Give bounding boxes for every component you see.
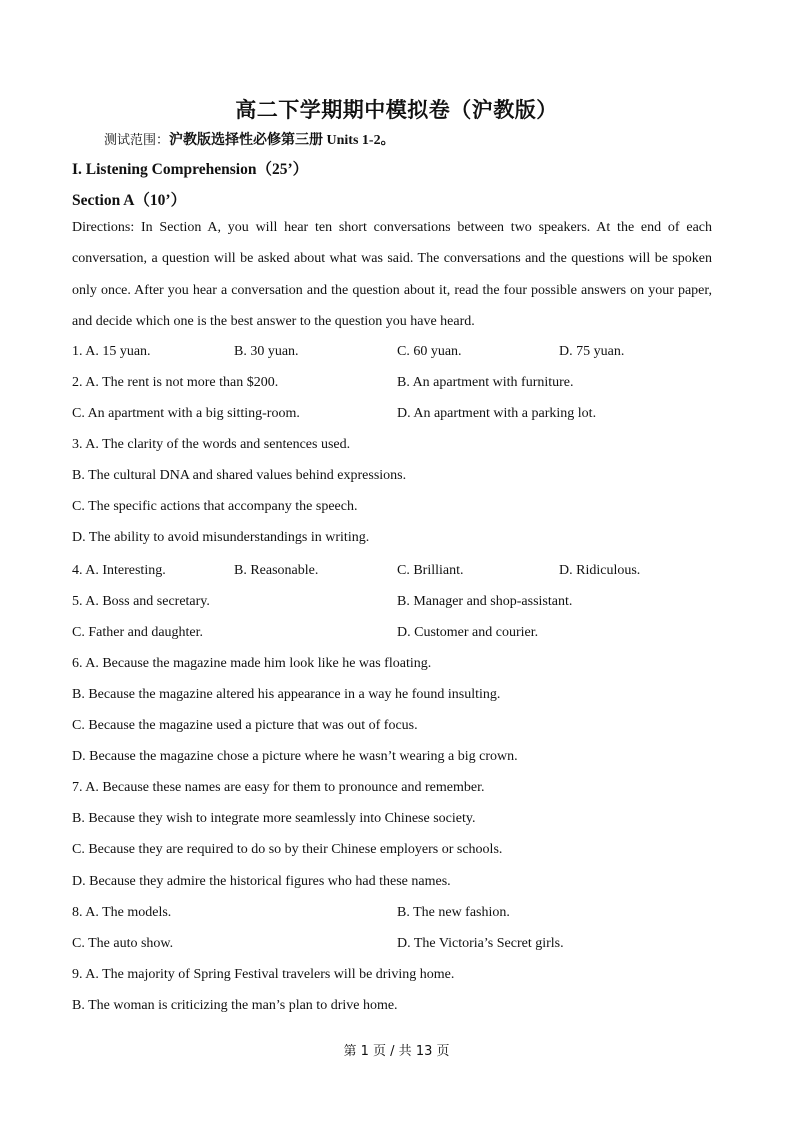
q2-option-d: D. An apartment with a parking lot. (397, 406, 597, 421)
q3-option-b (72, 468, 712, 488)
question-5-row-1 (72, 594, 712, 614)
q3-option-a (72, 437, 712, 457)
q4-option-d: D. Ridiculous. (559, 563, 641, 578)
q7-option-a (72, 780, 712, 800)
q4-option-b: B. Reasonable. (234, 563, 319, 578)
q2-option-c: C. An apartment with a big sitting-room. (72, 406, 300, 421)
q5-option-b: B. Manager and shop-assistant. (397, 594, 573, 609)
page-number-footer: 第 1 页 / 共 13 页 (343, 1044, 450, 1059)
q3-option-d-text: D. The ability to avoid misunderstandings in writing. (72, 530, 370, 545)
q3-option-d (72, 530, 712, 550)
directions-paragraph: Directions: In Section A, you will hear ten short conversations between two speakers. At the end of each conversation, a question will be asked about what was said. The conversations and the questions will be spoken only once. After you hear a conversation and the question about it, read the four possible answers on your paper, and decide which one is the best answer to the question you have heard. (72, 220, 712, 329)
q5-option-d: D. Customer and courier. (397, 625, 539, 640)
part-heading: I. Listening Comprehension（25’） (72, 161, 309, 178)
q3-option-c (72, 499, 712, 519)
question-2-row-2 (72, 406, 712, 426)
q1-option-b: B. 30 yuan. (234, 344, 299, 359)
q6-option-b-text: B. Because the magazine altered his appearance in a way he found insulting. (72, 687, 501, 702)
q9-option-b (72, 998, 712, 1018)
q6-option-c-text: C. Because the magazine used a picture that was out of focus. (72, 718, 418, 733)
q8-option-d: D. The Victoria’s Secret girls. (397, 936, 564, 951)
q7-option-d (72, 874, 712, 894)
q5-option-c: C. Father and daughter. (72, 625, 204, 640)
q6-option-d-text: D. Because the magazine chose a picture where he wasn’t wearing a big crown. (72, 749, 518, 764)
q6-option-b (72, 687, 712, 707)
q9-option-a (72, 967, 712, 987)
q7-option-d-text: D. Because they admire the historical figures who had these names. (72, 874, 451, 889)
q5-option-a: 5. A. Boss and secretary. (72, 594, 210, 609)
q3-option-c-text: C. The specific actions that accompany the speech. (72, 499, 358, 514)
question-8-row-2 (72, 936, 712, 956)
q8-option-a: 8. A. The models. (72, 905, 172, 920)
q7-option-c (72, 842, 712, 862)
q9-option-b-text: B. The woman is criticizing the man’s plan to drive home. (72, 998, 398, 1013)
q8-option-c: C. The auto show. (72, 936, 174, 951)
q3-option-b-text: B. The cultural DNA and shared values behind expressions. (72, 468, 407, 483)
q1-option-c: C. 60 yuan. (397, 344, 462, 359)
q3-option-a-text: 3. A. The clarity of the words and sentences used. (72, 437, 351, 452)
question-1 (72, 344, 712, 364)
q7-option-a-text: 7. A. Because these names are easy for them to pronounce and remember. (72, 780, 485, 795)
q6-option-a (72, 656, 712, 676)
q4-option-c: C. Brilliant. (397, 563, 464, 578)
question-4 (72, 563, 712, 583)
q1-option-a: 1. A. 15 yuan. (72, 344, 151, 359)
q8-option-b: B. The new fashion. (397, 905, 510, 920)
question-2-row-1 (72, 375, 712, 395)
q1-option-d: D. 75 yuan. (559, 344, 625, 359)
q2-option-b: B. An apartment with furniture. (397, 375, 574, 390)
q6-option-d (72, 749, 712, 769)
question-5-row-2 (72, 625, 712, 645)
q9-option-a-text: 9. A. The majority of Spring Festival travelers will be driving home. (72, 967, 455, 982)
test-scope-label: 测试范围： (104, 133, 170, 148)
q7-option-b-text: B. Because they wish to integrate more seamlessly into Chinese society. (72, 811, 476, 826)
test-scope-value: 沪教版选择性必修第三册 Units 1-2。 (169, 133, 395, 148)
q6-option-a-text: 6. A. Because the magazine made him look like he was floating. (72, 656, 432, 671)
q2-option-a: 2. A. The rent is not more than $200. (72, 375, 279, 390)
q7-option-c-text: C. Because they are required to do so by their Chinese employers or schools. (72, 842, 503, 857)
q4-option-a: 4. A. Interesting. (72, 563, 166, 578)
test-scope (104, 129, 395, 149)
q7-option-b (72, 811, 712, 831)
page-title: 高二下学期期中模拟卷（沪教版） (235, 98, 558, 122)
question-8-row-1 (72, 905, 712, 925)
section-heading: Section A（10’） (72, 192, 187, 209)
q6-option-c (72, 718, 712, 738)
